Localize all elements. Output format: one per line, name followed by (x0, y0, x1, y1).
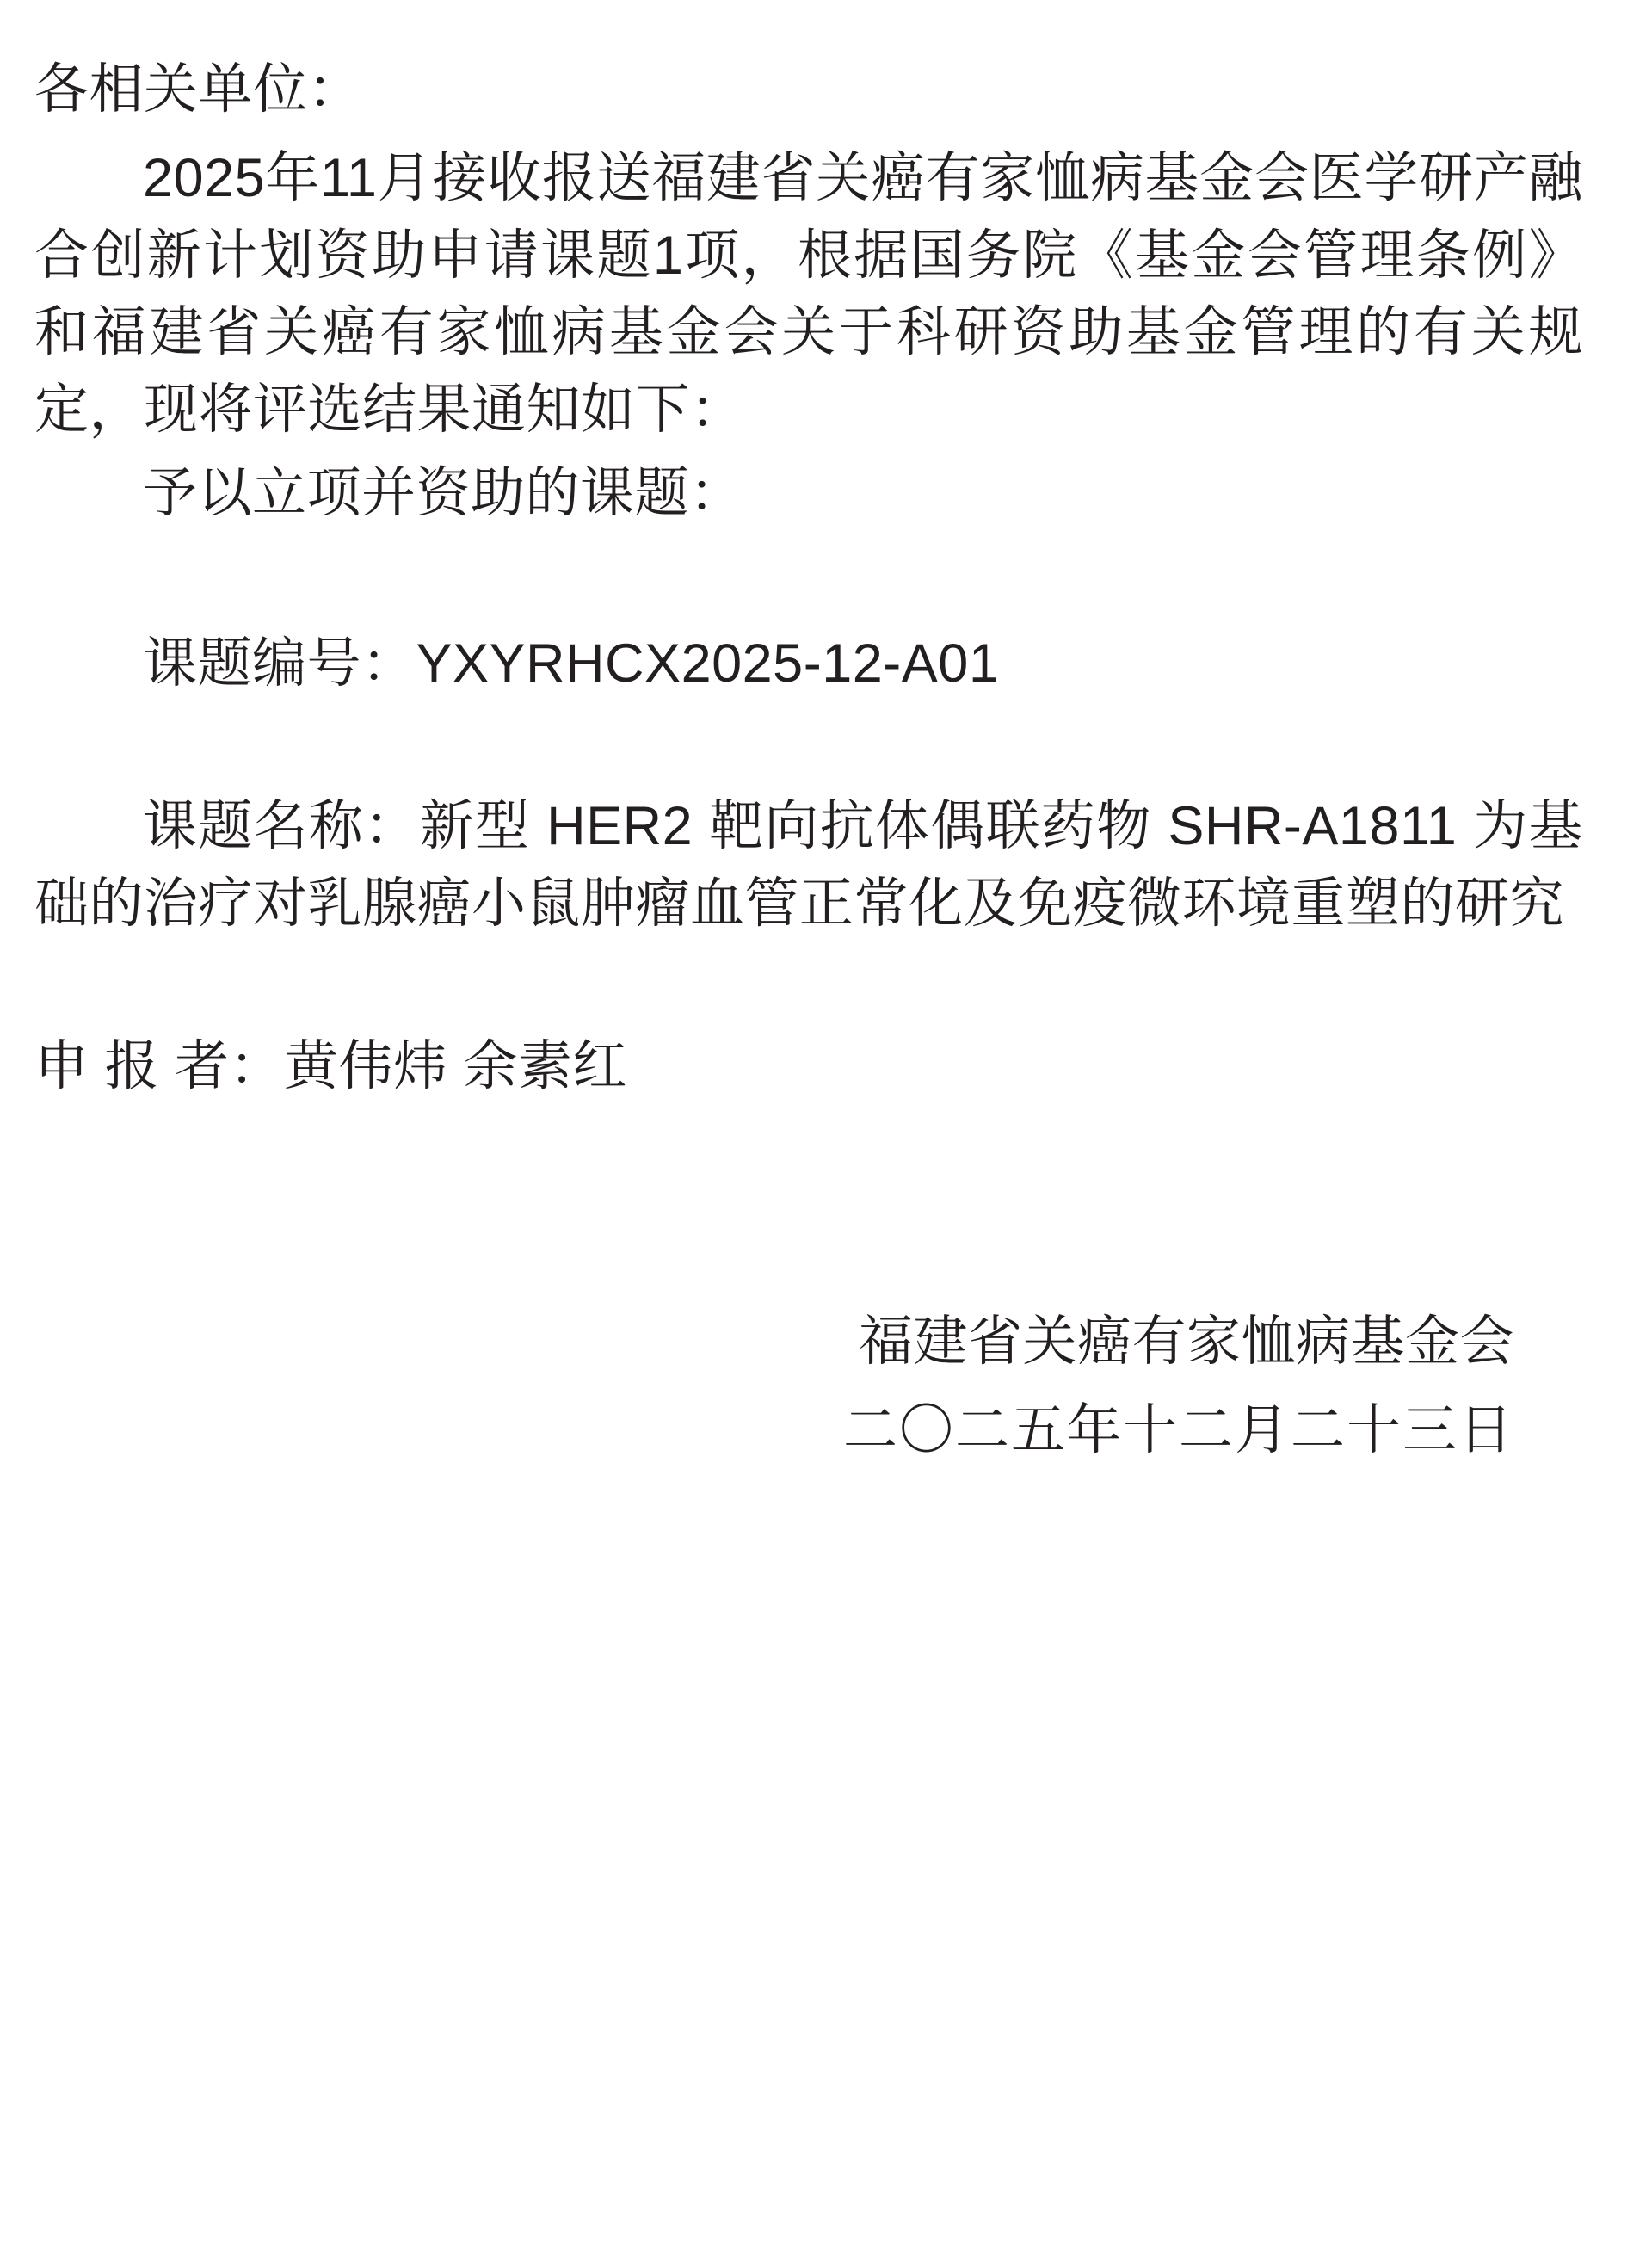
spacer-before-applicant (34, 942, 1583, 1028)
project-number-line (34, 626, 1583, 702)
project-number-label: 课题编号： (143, 633, 416, 694)
signature-date: 二〇二五年十二月二十三日 (843, 1399, 1514, 1460)
signature-block (34, 1304, 1583, 1470)
salutation: 各相关单位： (34, 59, 362, 120)
document-body (34, 52, 1583, 1469)
spacer-before-project-number (34, 540, 1583, 626)
project-title-value: 新型 HER2 靶向抗体偶联药物 SHR-A1811 为基础的治疗对乳腺癌小鼠肿瘤血管正常化及免疫微环境重塑的研究 (34, 796, 1583, 934)
project-title-label: 课题名称： (143, 796, 420, 857)
applicant-value: 黄伟炜 余素红 (284, 1036, 628, 1097)
applicant-line (34, 1028, 1583, 1105)
applicant-label: 申 报 者： (34, 1036, 285, 1097)
paragraph-approved-heading: 予以立项并资助的课题： (143, 463, 744, 524)
project-number-value: YXYRHCX2025-12-A01 (416, 633, 1000, 694)
project-title-line (34, 788, 1583, 942)
paragraph-intro: 2025年11月接收报送福建省关癌有家恤病基金会医学研产融合创新计划资助申请课题1项，根据国务院《基金会管理条例》和福建省关癌有家恤病基金会关于科研资助基金管理的有关规定，现将评选结果通知如下： (34, 148, 1583, 440)
signature-organization: 福建省关癌有家恤病基金会 (859, 1311, 1514, 1372)
spacer-before-project-title (34, 702, 1583, 788)
